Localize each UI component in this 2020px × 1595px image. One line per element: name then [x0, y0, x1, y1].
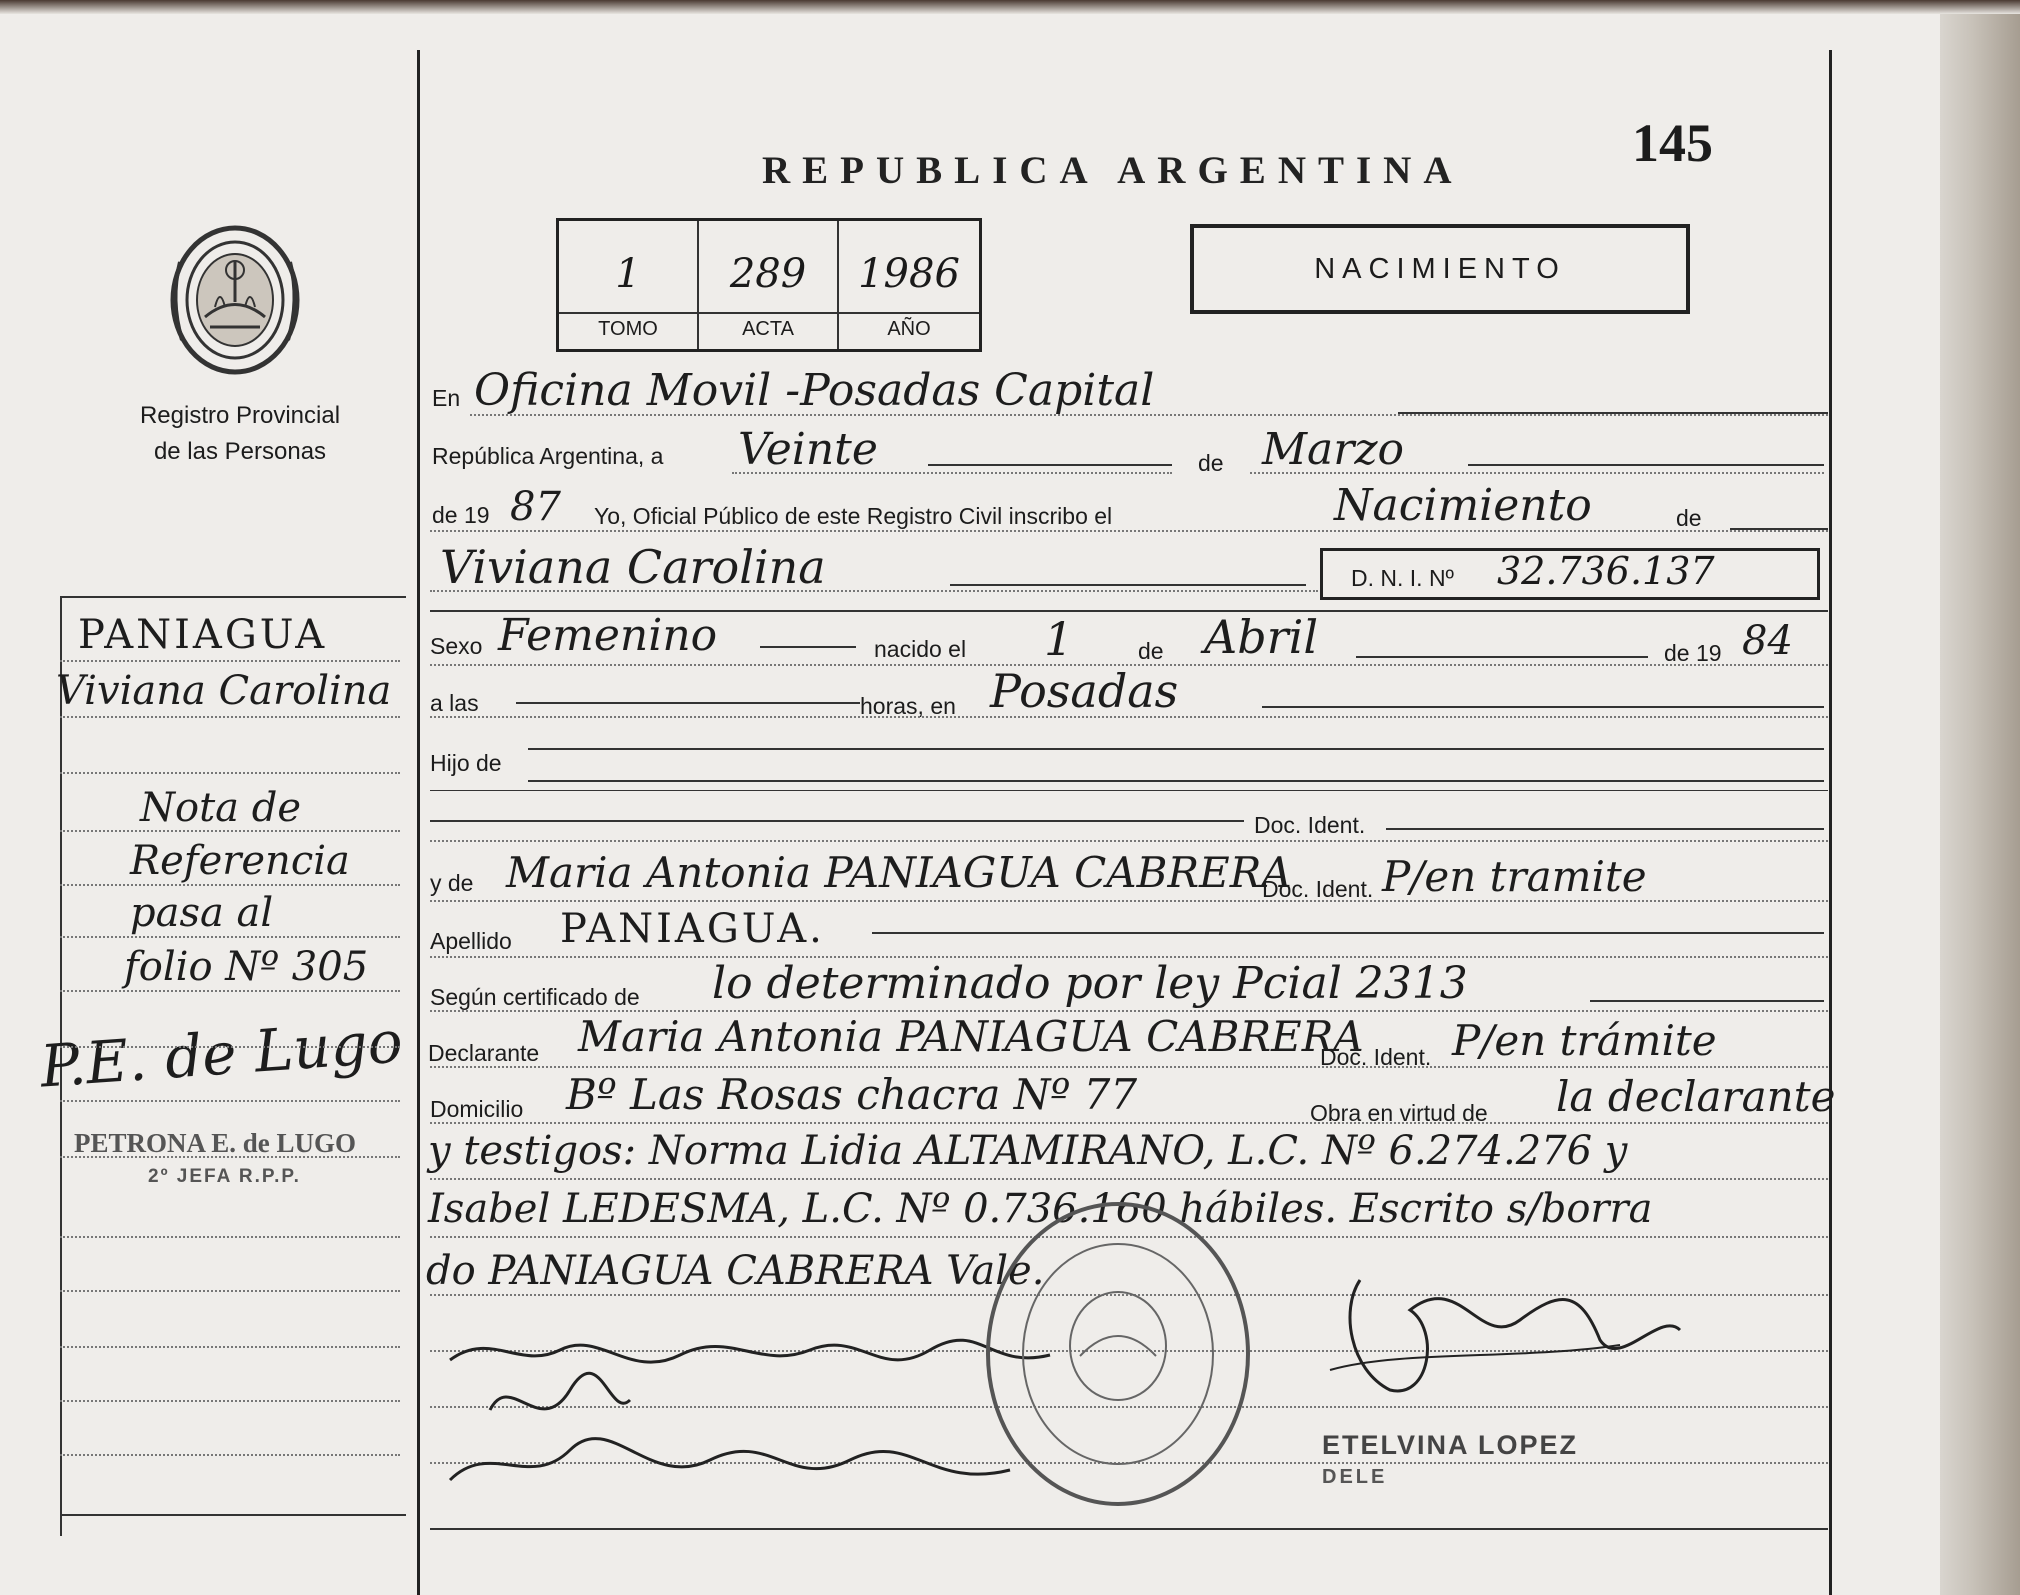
margin-line	[60, 936, 400, 938]
a-las-label: a las	[430, 690, 479, 716]
acta-reference-box	[556, 218, 982, 352]
page-edge	[1940, 0, 2020, 1595]
book-top-edge	[0, 0, 2020, 14]
registry-name-line2: de las Personas	[153, 438, 327, 465]
segun-fill	[1590, 1000, 1824, 1002]
acta-cell	[699, 221, 839, 349]
child-name-line	[430, 590, 1318, 592]
dni-box	[1320, 548, 1820, 600]
birth-place-fill	[1262, 706, 1824, 708]
margin-line	[60, 1156, 400, 1158]
notes-line	[430, 1178, 1828, 1180]
official-signature-icon	[1320, 1250, 1700, 1420]
margin-line	[60, 1100, 400, 1102]
obra-label: Obra en virtud de	[1310, 1100, 1488, 1126]
registry-name-line1: Registro Provincial	[139, 402, 341, 429]
republica-label: República Argentina, a	[432, 443, 664, 469]
margin-bottom-rule	[60, 1514, 406, 1516]
mother-doc: P/en tramite	[1382, 852, 1647, 901]
provincial-seal-icon	[160, 222, 310, 387]
tomo-value: 1	[615, 251, 641, 297]
tomo-label: TOMO	[559, 312, 697, 341]
birth-day: 1	[1044, 612, 1074, 666]
doc-ident-label-2: Doc. Ident.	[1262, 876, 1374, 902]
declarante-value: Maria Antonia PANIAGUA CABRERA	[578, 1012, 1364, 1061]
margin-signature: P.E. de Lugo	[38, 1007, 405, 1101]
margin-line	[60, 1454, 400, 1456]
a-las-fill	[516, 702, 860, 704]
day-value: Veinte	[738, 424, 878, 475]
en-label: En	[432, 385, 461, 411]
de-label-2: de	[1676, 505, 1702, 531]
de-label-3: de	[1138, 638, 1164, 664]
right-margin-rule	[1829, 50, 1832, 1595]
ano-label: AÑO	[839, 312, 979, 341]
day-line	[732, 472, 1172, 474]
mother-name: Maria Antonia PANIAGUA CABRERA	[506, 848, 1292, 897]
obra-value: la declarante	[1556, 1072, 1836, 1121]
segun-value: lo determinado por ley Pcial 2313	[712, 958, 1468, 1009]
y-de-line	[430, 900, 1828, 902]
y-de-label: y de	[430, 870, 474, 896]
margin-stamp-title: 2º JEFA R.P.P.	[148, 1166, 301, 1187]
margin-note-line3: pasa al	[130, 890, 274, 936]
margin-line	[60, 1046, 400, 1048]
horas-label: horas, en	[860, 693, 956, 719]
margin-line	[60, 716, 400, 718]
margin-line	[60, 1400, 400, 1402]
margin-line	[60, 1346, 400, 1348]
en-fill	[1398, 412, 1828, 414]
tomo-cell	[559, 221, 699, 349]
margin-line	[60, 830, 400, 832]
margin-line	[60, 884, 400, 886]
official-name: ETELVINA LOPEZ	[1322, 1430, 1579, 1460]
margin-note-line1: Nota de	[140, 785, 301, 831]
year-suffix: 87	[510, 484, 561, 530]
margin-line	[60, 990, 400, 992]
sexo-value: Femenino	[498, 610, 718, 661]
margin-surname: PANIAGUA	[78, 612, 328, 658]
child-name: Viviana Carolina	[440, 540, 826, 594]
notes-line2: Isabel LEDESMA, L.C. Nº 0.736.160 hábiles. Escrito s/borra	[428, 1186, 1653, 1232]
acta-label: ACTA	[699, 312, 837, 341]
notes-line3: do PANIAGUA CABRERA Vale.	[426, 1248, 1045, 1294]
margin-note-line2: Referencia	[130, 838, 350, 884]
hijo-fill	[528, 748, 1824, 750]
margin-line	[60, 1236, 400, 1238]
country-heading: REPUBLICA ARGENTINA	[762, 149, 1464, 192]
margin-line	[60, 772, 400, 774]
record-type-box: NACIMIENTO	[1190, 224, 1690, 314]
de-label: de	[1198, 450, 1224, 476]
acta-value: 289	[729, 251, 807, 297]
apellido-value: PANIAGUA.	[560, 906, 825, 952]
inscripcion-value: Nacimiento	[1334, 480, 1592, 531]
declarante-doc: P/en trámite	[1452, 1016, 1717, 1065]
birth-month: Abril	[1204, 610, 1319, 664]
oficial-fill	[1730, 528, 1828, 530]
child-name-fill	[950, 584, 1306, 586]
domicilio-value: Bº Las Rosas chacra Nº 77	[566, 1070, 1138, 1119]
day-fill	[928, 464, 1172, 466]
hijo-label: Hijo de	[430, 750, 502, 776]
domicilio-line	[430, 1122, 1828, 1124]
en-value: Oficina Movil -Posadas Capital	[474, 365, 1155, 416]
folio-number: 145	[1632, 113, 1713, 173]
left-column-divider	[417, 50, 420, 1595]
doc-ident-fill	[1386, 828, 1824, 830]
margin-line	[60, 660, 400, 662]
horas-line	[430, 716, 1828, 718]
apellido-label: Apellido	[430, 928, 512, 954]
birth-year-prefix: de 19	[1664, 640, 1722, 666]
nacido-label: nacido el	[874, 636, 967, 662]
doc-ident-line	[430, 840, 1828, 842]
hijo-line	[430, 790, 1828, 791]
month-fill	[1468, 464, 1824, 466]
oficial-line	[430, 530, 1828, 532]
margin-line	[60, 1290, 400, 1292]
year-prefix: de 19	[432, 502, 490, 528]
domicilio-label: Domicilio	[430, 1096, 524, 1122]
month-line	[1250, 472, 1824, 474]
segun-label: Según certificado de	[430, 984, 640, 1010]
official-title: DELE	[1322, 1466, 1388, 1488]
dni-label: D. N. I. Nº	[1351, 565, 1454, 591]
father-doc-fill	[430, 820, 1244, 822]
apellido-fill	[872, 932, 1824, 934]
notes-line1: y testigos: Norma Lidia ALTAMIRANO, L.C. Nº 6.274.276 y	[428, 1128, 1628, 1174]
official-round-stamp	[980, 1196, 1256, 1512]
dni-value: 32.736.137	[1497, 549, 1715, 593]
doc-ident-label-3: Doc. Ident.	[1320, 1044, 1432, 1070]
margin-note-line4: folio Nº 305	[124, 944, 369, 990]
hijo-fill-2	[528, 780, 1824, 782]
en-line	[470, 414, 1828, 416]
birth-month-fill	[1356, 656, 1648, 658]
birth-place: Posadas	[990, 664, 1179, 718]
oficial-text: Yo, Oficial Público de este Registro Civil inscribo el	[594, 503, 1113, 529]
registry-name	[100, 398, 380, 470]
margin-given-names: Viviana Carolina	[56, 668, 392, 714]
margin-stamp-name: PETRONA E. de LUGO	[74, 1128, 357, 1158]
form-bottom-rule	[430, 1528, 1828, 1530]
ano-cell	[839, 221, 979, 349]
sexo-fill	[760, 646, 856, 648]
declarante-label: Declarante	[428, 1040, 540, 1066]
doc-ident-label: Doc. Ident.	[1254, 812, 1366, 838]
margin-top-rule	[60, 596, 406, 598]
ano-value: 1986	[858, 251, 960, 297]
birth-year-suffix: 84	[1742, 618, 1793, 664]
declarante-line	[430, 1066, 1828, 1068]
sexo-label: Sexo	[430, 633, 483, 659]
month-value: Marzo	[1262, 424, 1404, 475]
